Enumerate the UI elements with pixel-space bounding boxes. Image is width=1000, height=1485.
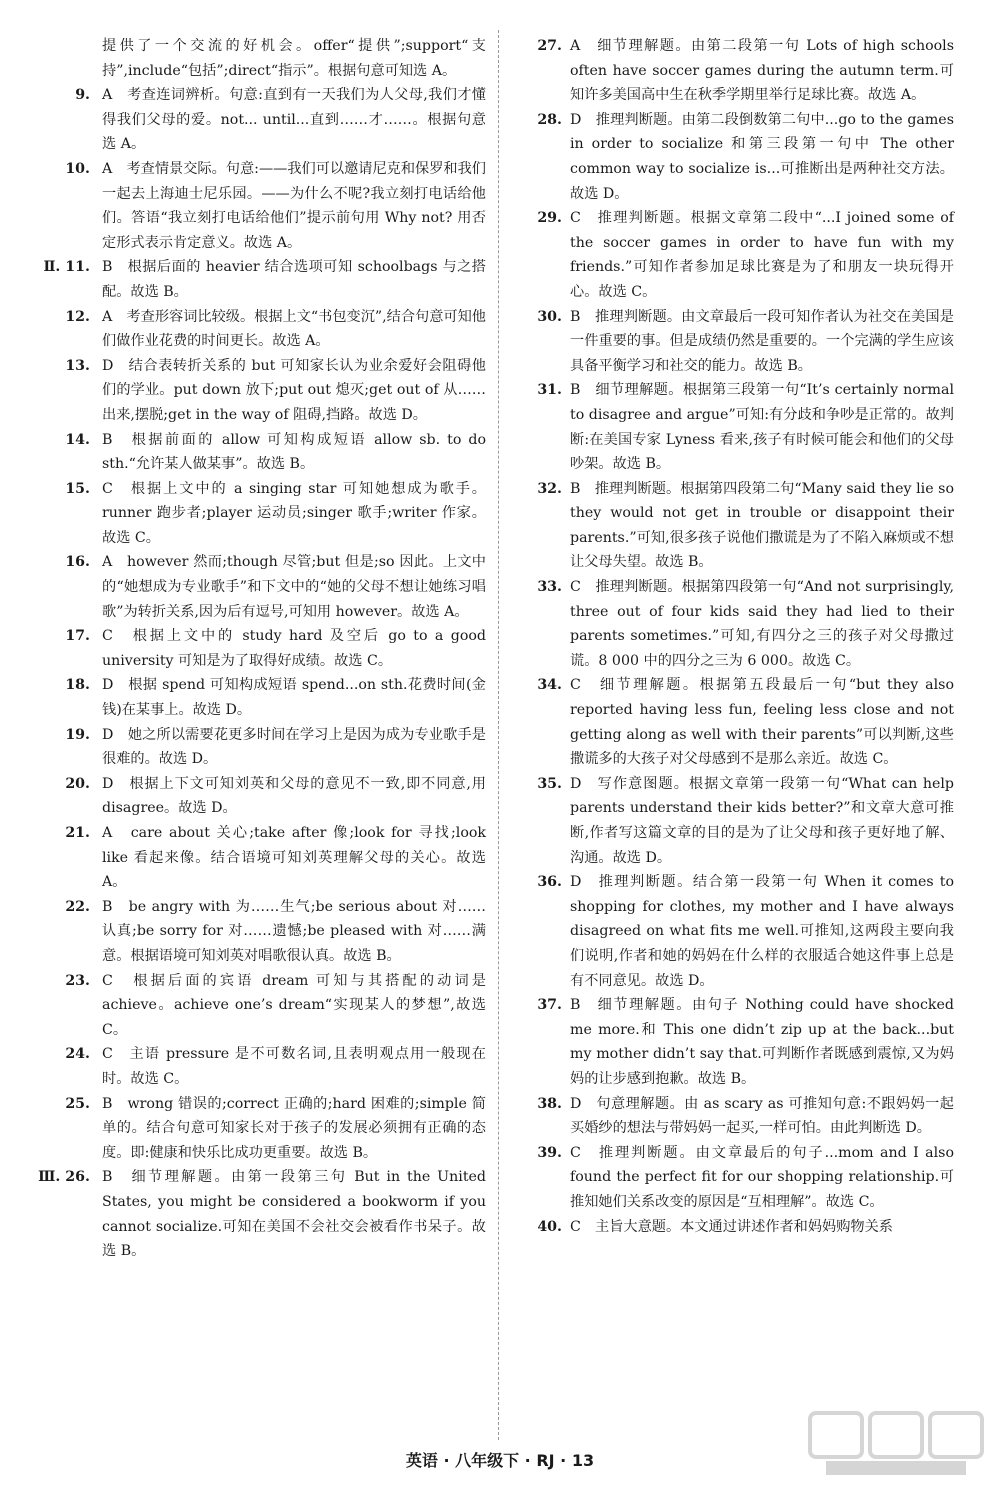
answer-explanation: A 考查连词辨析。句意:直到有一天我们为人父母,我们才懂得我们父母的爱。not... until...直到……才……。根据句意选 A。	[102, 87, 486, 153]
answer-explanation: C 主旨大意题。本文通过讲述作者和妈妈购物关系	[570, 1218, 893, 1235]
answer-number: 19.	[65, 726, 90, 743]
answer-explanation: A however 然而;though 尽管;but 但是;so 因此。上文中的“她想成为专业歌手”和下文中的“她的父母不想让她练习唱歌”为转折关系,因为后有逗号,可知用 however。故选 A。	[102, 554, 486, 620]
answer-explanation: B 根据后面的 heavier 结合选项可知 schoolbags 与之搭配。故选 B。	[102, 259, 486, 300]
answer-entry	[512, 108, 954, 206]
answer-entry	[512, 206, 954, 304]
answer-explanation: C 根据后面的宾语 dream 可知与其搭配的动词是 achieve。achieve one’s dream“实现某人的梦想”,故选 C。	[102, 972, 486, 1038]
answer-explanation: C 推理判断题。由文章最后的句子...mom and I also found the perfect fit for our shopping relationship.可推知她们关系改变的原因是“互相理解”。故选 C。	[570, 1144, 954, 1210]
answer-explanation: A care about 关心;take after 像;look for 寻找;look like 看起来像。结合语境可知刘英理解父母的关心。故选 A。	[102, 825, 486, 891]
answer-entry	[512, 1141, 954, 1215]
answer-explanation: A 考查情景交际。句意:——我们可以邀请尼克和保罗和我们一起去上海迪士尼乐园。——为什么不呢?我立刻打电话给他们。答语“我立刻打电话给他们”提示前句用 Why not? 用否定形式表示肯定意义。故选 A。	[102, 160, 486, 251]
answer-explanation: D 结合表转折关系的 but 可知家长认为业余爱好会阻碍他们的学业。put down 放下;put out 熄灭;get out of 从……出来,摆脱;get in the way of 阻碍,挡路。故选 D。	[102, 357, 486, 423]
answer-entry	[34, 428, 486, 477]
answer-entry	[34, 895, 486, 969]
answer-entry	[512, 1215, 954, 1240]
answer-number: 9.	[75, 87, 90, 104]
answer-number: 23.	[65, 972, 90, 989]
answer-number: 29.	[537, 210, 562, 227]
answer-number: 28.	[537, 111, 562, 128]
answer-entry	[34, 34, 486, 83]
column-divider	[498, 30, 499, 1440]
answer-number: 20.	[65, 775, 90, 792]
answer-explanation: D 她之所以需要花更多时间在学习上是因为成为专业歌手是很难的。故选 D。	[102, 726, 486, 768]
answer-entry	[34, 550, 486, 624]
answer-entry	[512, 305, 954, 379]
answer-entry	[512, 575, 954, 673]
answer-explanation: D 推理判断题。由第二段倒数第二句中...go to the games in order to socialize 和第三段第一句中 The other common way to socialize is...可推断出是两种社交方法。故选 D。	[570, 111, 954, 202]
answer-entry	[34, 624, 486, 673]
answer-explanation: B 细节理解题。由第一段第三句 But in the United States, you might be considered a bookworm if you cannot socialize.可知在美国不会社交会被看作书呆子。故选 B。	[102, 1169, 486, 1260]
answer-entry	[34, 305, 486, 354]
answer-number: 36.	[537, 874, 562, 891]
answer-number: 22.	[65, 898, 90, 915]
answer-explanation: A 细节理解题。由第二段第一句 Lots of high schools often have soccer games during the autumn term.可知许多美国高中生在秋季学期里举行足球比赛。故选 A。	[570, 38, 954, 104]
answer-entry	[512, 673, 954, 771]
answer-number: 16.	[65, 554, 90, 571]
answer-number: 12.	[65, 308, 90, 325]
answer-entry	[34, 1092, 486, 1166]
answer-entry	[34, 821, 486, 895]
answer-number: 40.	[537, 1218, 562, 1235]
answer-entry	[34, 673, 486, 722]
answer-number: Ⅲ. 26.	[38, 1169, 90, 1186]
answer-entry	[34, 723, 486, 772]
answer-number: 17.	[65, 628, 90, 645]
answer-entry	[34, 157, 486, 255]
answer-entry	[512, 772, 954, 870]
answer-explanation: C 根据上文中的 a singing star 可知她想成为歌手。runner 跑步者;player 运动员;singer 歌手;writer 作家。故选 C。	[102, 480, 486, 546]
answer-number: 31.	[537, 382, 562, 399]
answer-explanation: D 根据上下文可知刘英和父母的意见不一致,即不同意,用 disagree。故选 D。	[102, 775, 486, 817]
answer-number: Ⅱ. 11.	[43, 259, 90, 276]
answer-entry	[512, 378, 954, 476]
answer-explanation: C 细节理解题。根据第五段最后一句“but they also reported having less fun, feeling less close and not getting along as well with their parents”可以判断,这些撒谎多的大孩子对父母感到不是那么亲近。故选 C。	[570, 677, 954, 768]
watermark-logo	[806, 1407, 986, 1479]
answer-number: 13.	[65, 357, 90, 374]
answer-explanation: C 根据上文中的 study hard 及空后 go to a good university 可知是为了取得好成绩。故选 C。	[102, 628, 486, 669]
answer-number: 14.	[65, 431, 90, 448]
answer-entry	[34, 83, 486, 157]
answer-explanation: B 细节理解题。由句子 Nothing could have shocked me more.和 This one didn’t zip up at the back...but my mother didn’t say that.可判断作者既感到震惊,又为妈妈的让步感到抱歉。故选 B。	[570, 997, 954, 1087]
answer-number: 15.	[65, 480, 90, 497]
page-footer: 英语 · 八年级下 · RJ · 13	[405, 1451, 595, 1470]
answer-explanation: B wrong 错误的;correct 正确的;hard 困难的;simple 简单的。结合句意可知家长对于孩子的发展必须拥有正确的态度。即:健康和快乐比成功更重要。故选 B。	[102, 1095, 486, 1161]
answer-explanation: C 主语 pressure 是不可数名词,且表明观点用一般现在时。故选 C。	[102, 1046, 486, 1087]
answer-explanation: D 推理判断题。结合第一段第一句 When it comes to shopping for clothes, my mother and I have always disagreed on what fits me well.可推知,这两段主要向我们说明,作者和她的妈妈在什么样的衣服适合她这件事上总是有不同意见。故选 D。	[570, 874, 954, 989]
answer-explanation: 提供了一个交流的好机会。offer“提供”;support“支持”,include“包括”;direct“指示”。根据句意可知选 A。	[102, 38, 486, 79]
answer-entry	[34, 354, 486, 428]
answer-entry	[512, 477, 954, 575]
answer-explanation: B 细节理解题。根据第三段第一句“It’s certainly normal to disagree and argue”可知:有分歧和争吵是正常的。故判断:在美国专家 Lyness 看来,孩子有时候可能会和他们的父母吵架。故选 B。	[570, 382, 954, 473]
answer-number: 24.	[65, 1046, 90, 1063]
answer-entry	[34, 255, 486, 304]
answer-number: 32.	[537, 480, 562, 497]
answer-number: 33.	[537, 579, 562, 596]
left-column	[34, 34, 486, 1264]
answer-entry	[34, 477, 486, 551]
answer-number: 10.	[65, 160, 90, 177]
answer-explanation: A 考查形容词比较级。根据上文“书包变沉”,结合句意可知他们做作业花费的时间更长。故选 A。	[102, 308, 486, 350]
answer-explanation: C 推理判断题。根据文章第二段中“...I joined some of the soccer games in order to have fun with my friends.”可知作者参加足球比赛是为了和朋友一块玩得开心。故选 C。	[570, 210, 954, 300]
answer-number: 35.	[537, 775, 562, 792]
answer-entry	[512, 993, 954, 1091]
answer-entry	[34, 969, 486, 1043]
answer-explanation: B 推理判断题。根据第四段第二句“Many said they lie so they would not get in trouble or disappoint their parents.”可知,很多孩子说他们撒谎是为了不陷入麻烦或不想让父母失望。故选 B。	[570, 480, 954, 571]
answer-number: 27.	[537, 38, 562, 54]
answer-entry	[512, 34, 954, 108]
answer-number: 37.	[537, 997, 562, 1014]
answer-entry	[512, 870, 954, 993]
answer-explanation: B 推理判断题。由文章最后一段可知作者认为社交在美国是一件重要的事。但是成绩仍然是重要的。一个完满的学生应该具备平衡学习和社交的能力。故选 B。	[570, 308, 954, 374]
answer-entry	[512, 1092, 954, 1141]
answer-explanation: B 根据前面的 allow 可知构成短语 allow sb. to do sth.“允许某人做某事”。故选 B。	[102, 431, 486, 473]
answer-number: 39.	[537, 1144, 562, 1161]
right-column	[512, 34, 954, 1239]
answer-explanation: D 写作意图题。根据文章第一段第一句“What can help parents understand their kids better?”和文章大意可推断,作者写这篇文章的目的是为了让父母和孩子更好地了解、沟通。故选 D。	[570, 775, 954, 866]
answer-number: 38.	[537, 1095, 562, 1112]
answer-explanation: B be angry with 为……生气;be serious about 对……认真;be sorry for 对……遗憾;be pleased with 对……满意。根据语境可知刘英对唱歌很认真。故选 B。	[102, 898, 486, 964]
answer-number: 30.	[537, 308, 562, 325]
answer-number: 25.	[65, 1095, 90, 1112]
answer-number: 18.	[65, 677, 90, 694]
answer-entry	[34, 772, 486, 821]
answer-explanation: D 句意理解题。由 as scary as 可推知句意:不跟妈妈一起买婚纱的想法与带妈妈一起买,一样可怕。由此判断选 D。	[570, 1095, 954, 1137]
answer-number: 34.	[537, 677, 562, 694]
answer-number: 21.	[65, 825, 90, 841]
answer-entry	[34, 1165, 486, 1263]
answer-explanation: C 推理判断题。根据第四段第一句“And not surprisingly, three out of four kids said they had lied to their parents sometimes.”可知,有四分之三的孩子对父母撒过谎。8 000 中的四分之三为 6 000。故选 C。	[570, 579, 954, 669]
answer-explanation: D 根据 spend 可知构成短语 spend...on sth.花费时间(金钱)在某事上。故选 D。	[102, 677, 486, 719]
answer-entry	[34, 1042, 486, 1091]
